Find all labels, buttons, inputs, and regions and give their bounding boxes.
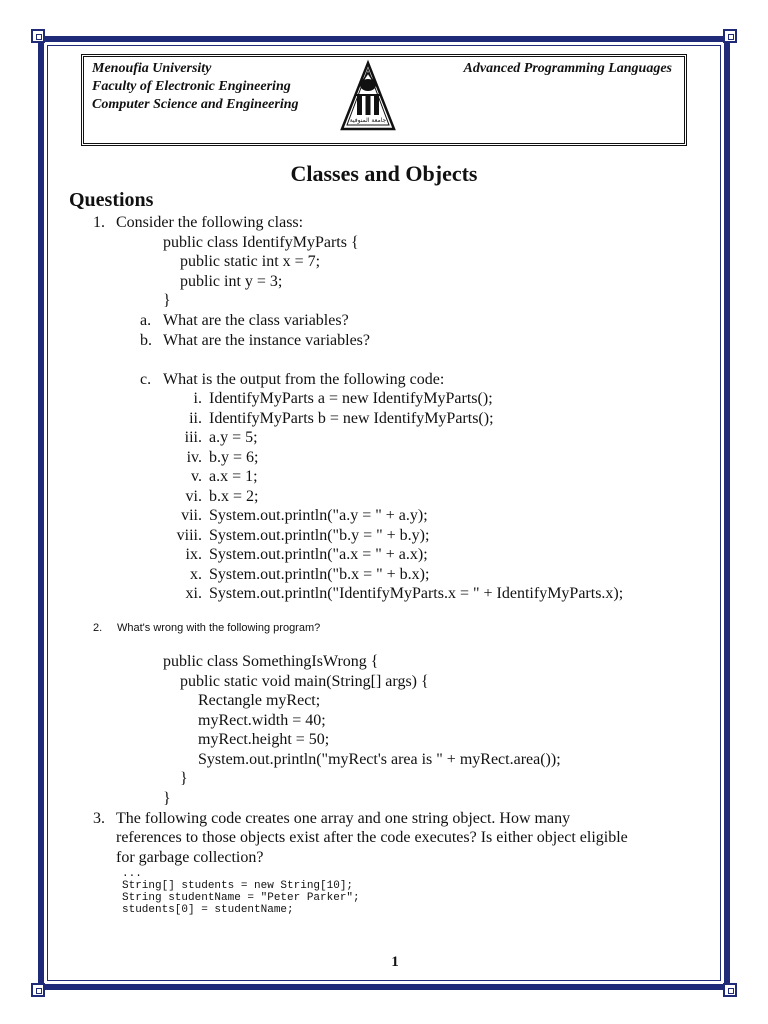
page-title: Classes and Objects <box>290 161 478 186</box>
q3-text-line: The following code creates one array and one string object. How many <box>116 810 571 827</box>
q1-code-line: public class IdentifyMyParts { <box>163 234 359 251</box>
corner-ornament <box>31 983 45 997</box>
q2-code-line: myRect.height = 50; <box>198 731 330 748</box>
q1-part-c-label: c. <box>140 371 152 388</box>
corner-ornament <box>723 29 737 43</box>
q3-text-line: for garbage collection? <box>116 849 264 866</box>
corner-ornament <box>31 29 45 43</box>
q3-number: 3. <box>93 810 105 827</box>
university-name: Menoufia University <box>92 61 212 76</box>
faculty-name: Faculty of Electronic Engineering <box>92 79 291 94</box>
list-item: viii. System.out.println("b.y = " + b.y); <box>176 527 430 544</box>
q1-part-a: What are the class variables? <box>163 312 349 329</box>
header-box <box>81 54 687 146</box>
q1-part-c: What is the output from the following code: <box>163 371 445 388</box>
q2-code-line: public class SomethingIsWrong { <box>163 653 379 670</box>
q3-text-line: references to those objects exist after the code executes? Is either object eligible <box>116 829 628 846</box>
list-item: iv. b.y = 6; <box>186 449 259 466</box>
q3-code-line: students[0] = studentName; <box>122 904 294 916</box>
list-item: iii. a.y = 5; <box>184 429 258 446</box>
list-item: vi. b.x = 2; <box>185 488 259 505</box>
q2-code-line: public static void main(String[] args) { <box>180 673 429 690</box>
list-item: ix. System.out.println("a.x = " + a.x); <box>185 546 428 563</box>
q1-code-line: } <box>163 292 171 309</box>
department-name: Computer Science and Engineering <box>92 97 299 112</box>
logo-icon <box>338 59 398 139</box>
page-number: 1 <box>391 954 399 970</box>
list-item: i. IdentifyMyParts a = new IdentifyMyParts(); <box>193 390 493 407</box>
course-name: Advanced Programming Languages <box>463 61 672 76</box>
q1-number: 1. <box>93 214 105 231</box>
q3-code-line: String studentName = "Peter Parker"; <box>122 892 360 904</box>
q2-code-line: System.out.println("myRect's area is " + myRect.area()); <box>198 751 561 768</box>
q2-code-line: Rectangle myRect; <box>198 692 321 709</box>
q1-code-line: public static int x = 7; <box>180 253 321 270</box>
q1-code-line: public int y = 3; <box>180 273 283 290</box>
q2-code-line: } <box>180 770 188 787</box>
q2-code-line: myRect.width = 40; <box>198 712 326 729</box>
q3-code-line: ... <box>122 868 142 880</box>
list-item: ii. IdentifyMyParts b = new IdentifyMyParts(); <box>189 410 494 427</box>
q2-prompt: What's wrong with the following program? <box>117 622 321 634</box>
corner-ornament <box>723 983 737 997</box>
q3-code-line: String[] students = new String[10]; <box>122 880 354 892</box>
q1-part-b: What are the instance variables? <box>163 332 370 349</box>
q1-part-b-label: b. <box>140 332 152 349</box>
list-item: x. System.out.println("b.x = " + b.x); <box>190 566 430 583</box>
list-item: vii. System.out.println("a.y = " + a.y); <box>181 507 428 524</box>
section-heading: Questions <box>69 189 154 211</box>
q2-code-line: } <box>163 790 171 807</box>
q2-number: 2. <box>93 622 103 634</box>
list-item: v. a.x = 1; <box>191 468 258 485</box>
university-logo <box>338 59 398 139</box>
logo-caption: جامعة المنوفية <box>349 117 387 124</box>
q1-part-a-label: a. <box>140 312 152 329</box>
list-item: xi. System.out.println("IdentifyMyParts.x = " + IdentifyMyParts.x); <box>185 585 624 602</box>
q1-prompt: Consider the following class: <box>116 214 304 231</box>
